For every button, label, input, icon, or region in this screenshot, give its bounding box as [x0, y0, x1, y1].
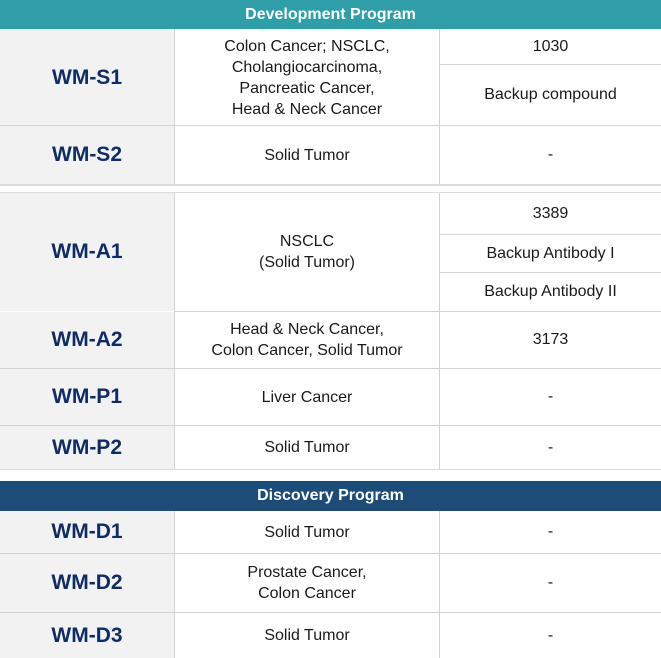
compound-text: - — [547, 388, 554, 405]
indication-cell — [174, 511, 440, 553]
compound-text: - — [547, 523, 554, 540]
discovery-program-header: Discovery Program — [0, 481, 661, 511]
compound-cell — [440, 426, 661, 469]
indication-cell — [174, 426, 440, 469]
indication-text: Liver Cancer — [261, 388, 353, 406]
indication-text: Solid Tumor — [264, 146, 350, 164]
pipeline-code: WM-S2 — [0, 126, 174, 184]
pipeline-code: WM-A1 — [0, 193, 174, 311]
compound-text: 1030 — [532, 38, 569, 55]
compound-text: 3389 — [532, 204, 569, 222]
compound-cell — [440, 126, 661, 184]
indication-cell — [174, 369, 440, 425]
indication-text: Solid Tumor — [264, 523, 350, 541]
pipeline-code: WM-P1 — [0, 369, 174, 425]
indication-text: Solid Tumor — [264, 439, 350, 456]
indication-cell — [174, 193, 440, 311]
compound-cell — [440, 235, 661, 272]
compound-text: Backup Antibody II — [484, 283, 617, 300]
pipeline-code: WM-D3 — [0, 613, 174, 658]
indication-text: Solid Tumor — [264, 627, 350, 644]
pipeline-code: WM-P2 — [0, 426, 174, 469]
indication-cell — [174, 613, 440, 658]
compound-cell — [440, 369, 661, 425]
indication-text: Colon Cancer; NSCLC, Cholangiocarcinoma, Pancreatic Cancer, Head & Neck Cancer — [224, 37, 390, 118]
compound-text: 3173 — [532, 331, 569, 348]
indication-text: NSCLC (Solid Tumor) — [258, 233, 356, 271]
compound-cell — [440, 554, 661, 612]
development-program-header: Development Program — [0, 0, 661, 29]
pipeline-code: WM-A2 — [0, 312, 174, 368]
pipeline-code: WM-S1 — [0, 30, 174, 125]
pipeline-code: WM-D2 — [0, 554, 174, 612]
pipeline-code: WM-D1 — [0, 511, 174, 553]
indication-cell — [174, 312, 440, 368]
indication-text: Prostate Cancer, Colon Cancer — [247, 564, 367, 602]
compound-cell — [440, 30, 661, 64]
indication-cell — [174, 126, 440, 184]
compound-text: - — [547, 146, 554, 163]
group-divider — [0, 469, 661, 470]
compound-cell — [440, 65, 661, 125]
compound-cell — [440, 613, 661, 658]
compound-cell — [440, 193, 661, 234]
compound-cell — [440, 511, 661, 553]
indication-cell — [174, 30, 440, 125]
compound-cell — [440, 312, 661, 368]
compound-text: - — [547, 574, 554, 591]
group-divider — [0, 184, 661, 186]
indication-cell — [174, 554, 440, 612]
compound-text: Backup Antibody I — [486, 244, 615, 262]
compound-text: - — [547, 626, 554, 644]
compound-cell — [440, 273, 661, 311]
compound-text: - — [547, 438, 554, 456]
compound-text: Backup compound — [484, 86, 617, 103]
indication-text: Head & Neck Cancer, Colon Cancer, Solid Tumor — [211, 321, 403, 359]
